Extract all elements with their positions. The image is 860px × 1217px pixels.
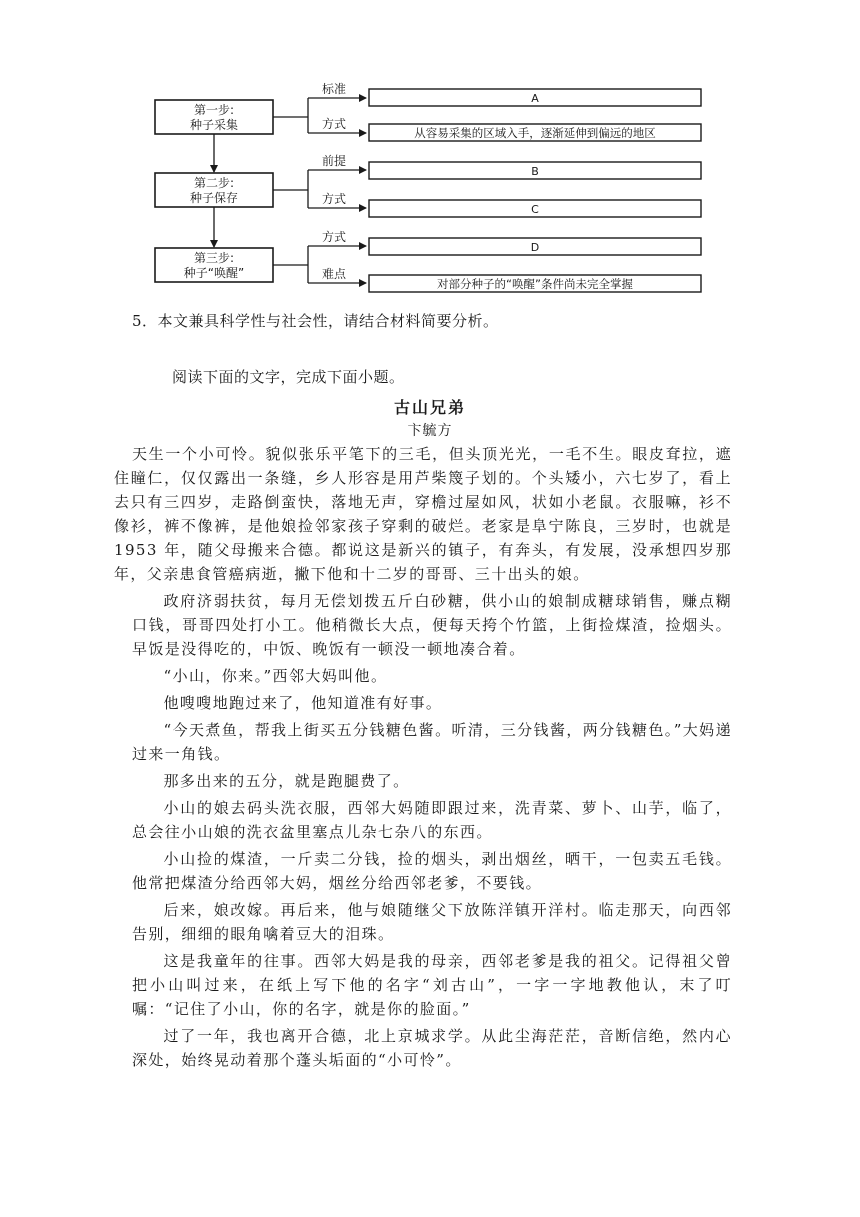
content-box-A: [369, 89, 701, 106]
article-body: [114, 442, 732, 1075]
article-author: 卞毓方: [407, 423, 453, 439]
content-box-D: [369, 238, 701, 255]
paragraph-1: 天生一个小可怜。貌似张乐平笔下的三毛，但头顶光光，一毛不生。眼皮耷拉，遮住瞳仁，仅仅露出一条缝，乡人形容是用芦柴篾子划的。个头矮小，六七岁了，看上去只有三四岁，走路倒蛮快，落地无声，穿檐过屋如风，状如小老鼠。衣服嘛，衫不像衫，裤不像裤，是他娘捡邻家孩子穿剩的破烂。老家是阜宁陈良，三岁时，也就是 1953 年，随父母搬来合德。都说这是新兴的镇子，有奔头，有发展，没承想四岁那年，父亲患食管癌病逝，撇下他和十二岁的哥哥、三十出头的娘。: [114, 445, 732, 583]
content-box-method-1: [369, 124, 701, 141]
reading-instruction: 阅读下面的文字，完成下面小题。: [172, 368, 405, 386]
question-5: 5．本文兼具科学性与社会性，请结合材料简要分析。: [132, 312, 499, 330]
content-text-method-1: 从容易采集的区域入手，逐渐延伸到偏远的地区: [414, 126, 656, 140]
step-1-line1: 第一步:: [193, 103, 235, 117]
paragraph-11: 过了一年，我也离开合德，北上京城求学。从此尘海茫茫，音断信绝，然内心深处，始终晃动着那个蓬头垢面的“小可怜”。: [132, 1027, 732, 1069]
step-2-line1: 第二步:: [193, 176, 235, 190]
step-2-line2: 种子保存: [189, 191, 239, 205]
step-box-2: [155, 173, 273, 207]
branch-label-1: 标准: [322, 82, 347, 96]
connector-group-1: [273, 98, 366, 133]
paragraph-9: 后来，娘改嫁。再后来，他与娘随继父下放陈洋镇开洋村。临走那天，向西邻告别，细细的眼角噙着豆大的泪珠。: [132, 901, 732, 943]
paragraph-2: 政府济弱扶贫，每月无偿划拨五斤白砂糖，供小山的娘制成糖球销售，赚点糊口钱，哥哥四处打小工。他稍微长大点，便每天挎个竹篮，上街捡煤渣，捡烟头。早饭是没得吃的，中饭、晚饭有一顿没一顿地凑合着。: [132, 592, 732, 658]
paragraph-4: 他嗖嗖地跑过来了，他知道准有好事。: [163, 694, 443, 712]
connector-group-2: [273, 170, 366, 208]
connector-group-3: [273, 246, 366, 283]
paragraph-3: “小山，你来。”西邻大妈叫他。: [163, 667, 388, 685]
content-text-B: B: [531, 165, 539, 178]
content-text-A: A: [531, 92, 539, 105]
content-text-D: D: [530, 241, 540, 254]
content-text-C: C: [531, 203, 539, 216]
step-box-3: [155, 248, 273, 282]
paragraph-10: 这是我童年的往事。西邻大妈是我的母亲，西邻老爹是我的祖父。记得祖父曾把小山叫过来，在纸上写下他的名字“刘古山”，一字一字地教他认，末了叮嘱：“记住了小山，你的名字，就是你的脸面。”: [132, 952, 732, 1018]
step-1-line2: 种子采集: [189, 118, 239, 132]
branch-label-4: 方式: [322, 192, 347, 206]
article-title: 古山兄弟: [393, 398, 466, 417]
content-box-C: [369, 200, 701, 217]
step-3-line2: 种子“唤醒”: [183, 266, 245, 280]
paragraph-7: 小山的娘去码头洗衣服，西邻大妈随即跟过来，洗青菜、萝卜、山芋，临了，总会往小山娘的洗衣盆里塞点儿杂七杂八的东西。: [132, 799, 732, 841]
branch-label-2: 方式: [322, 117, 347, 131]
content-text-difficulty: 对部分种子的“唤醒”条件尚未完全掌握: [437, 277, 633, 291]
paragraph-5: “今天煮鱼，帮我上街买五分钱糖色酱。听清，三分钱酱，两分钱糖色。”大妈递过来一角钱。: [132, 721, 732, 763]
branch-label-3: 前提: [322, 154, 347, 168]
branch-label-6: 难点: [322, 267, 347, 281]
paragraph-6: 那多出来的五分，就是跑腿费了。: [163, 772, 410, 790]
step-3-line1: 第三步:: [193, 251, 235, 265]
paragraph-8: 小山捡的煤渣，一斤卖二分钱，捡的烟头，剥出烟丝，晒干，一包卖五毛钱。他常把煤渣分给西邻大妈，烟丝分给西邻老爹，不要钱。: [132, 850, 732, 892]
flowchart-diagram: [150, 78, 710, 300]
content-box-B: [369, 162, 701, 179]
content-box-difficulty: [369, 275, 701, 292]
step-box-1: [155, 100, 273, 134]
branch-label-5: 方式: [322, 230, 347, 244]
